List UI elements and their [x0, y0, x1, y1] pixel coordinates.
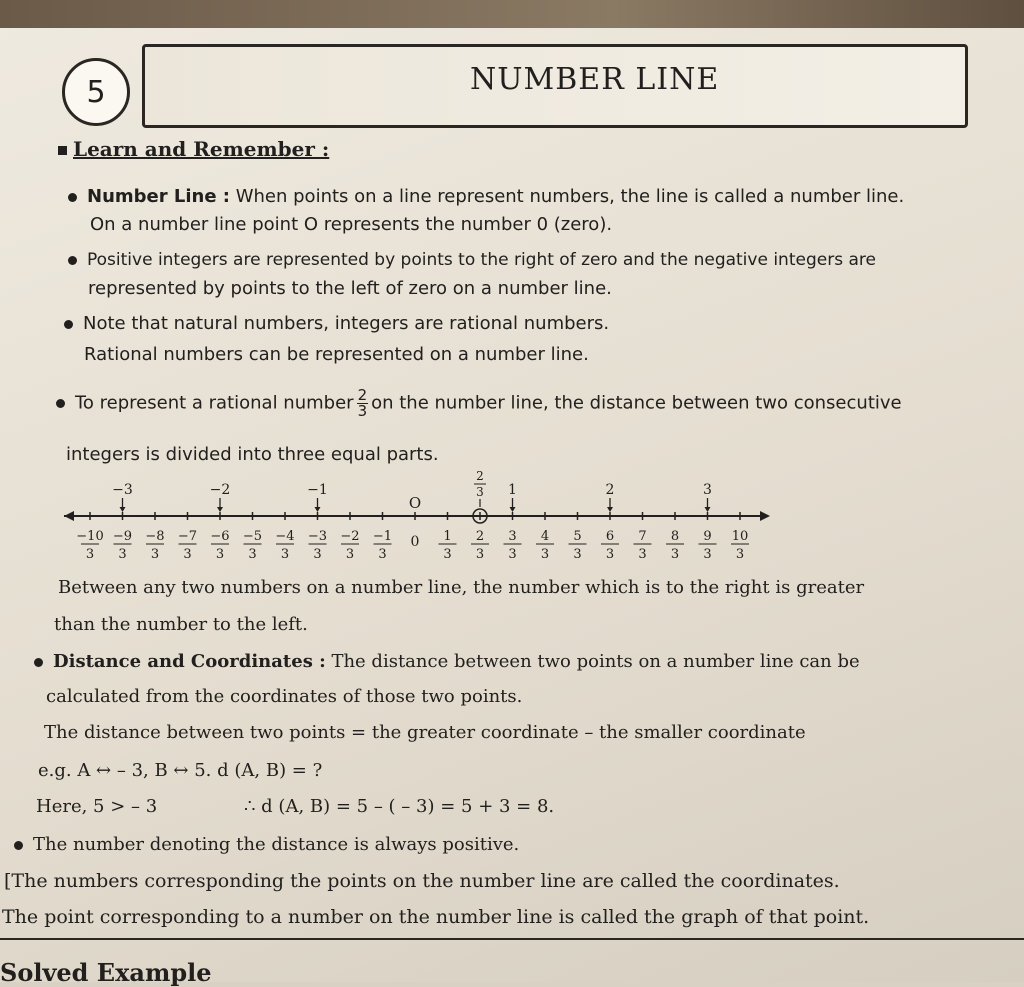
- bullet-icon: [64, 320, 73, 329]
- para-calculated: calculated from the coordinates of those two points.: [46, 686, 523, 707]
- down-arrow-icon: [315, 507, 321, 512]
- section-heading-text: Learn and Remember :: [73, 137, 330, 161]
- fraction-numerator: 8: [670, 529, 680, 544]
- bullet-icon: [56, 399, 65, 408]
- fraction-numerator: 9: [703, 529, 712, 544]
- fraction-denominator: 3: [508, 547, 517, 562]
- para-distance-formula: The distance between two points = the greater coordinate – the smaller coordinate: [44, 722, 806, 743]
- chapter-number-badge: 5: [62, 58, 130, 126]
- fraction-two-thirds: $\frac{2}{3}$: [357, 386, 368, 420]
- fraction-denominator: 3: [215, 547, 225, 562]
- para-therefore: ∴ d (A, B) = 5 – ( – 3) = 5 + 3 = 8.: [244, 796, 555, 817]
- fraction-denominator: 3: [85, 547, 95, 562]
- fraction-denominator: 3: [118, 547, 127, 562]
- para-always-positive: The number denoting the distance is always positive.: [14, 834, 519, 855]
- para-point-o: On a number line point O represents the number 0 (zero).: [90, 214, 613, 235]
- down-arrow-icon: [120, 507, 126, 512]
- fraction-numerator: −6: [210, 529, 230, 544]
- bullet-icon: [68, 193, 77, 202]
- fraction-numerator: −8: [145, 529, 165, 544]
- down-arrow-icon: [510, 507, 516, 512]
- para-rational-numbers: Rational numbers can be represented on a number line.: [84, 344, 589, 365]
- fraction-numerator: 10: [731, 529, 749, 544]
- fraction-numerator: −2: [340, 529, 360, 544]
- fraction-numerator: 4: [540, 529, 550, 544]
- fraction-denominator: 3: [475, 547, 485, 562]
- para-here: Here, 5 > – 3: [36, 796, 158, 817]
- fraction-numerator: −5: [242, 529, 263, 544]
- para-positive-integers: Positive integers are represented by points to the right of zero and the negative integers are: [68, 250, 876, 270]
- fraction-denominator: 3: [670, 547, 680, 562]
- fraction-denominator: 3: [605, 547, 615, 562]
- fraction-numerator: 2: [475, 529, 485, 544]
- para-less-left: than the number to the left.: [54, 614, 308, 635]
- para-natural-numbers: Note that natural numbers, integers are rational numbers.: [64, 313, 609, 334]
- integer-label: −1: [307, 482, 328, 498]
- bullet-icon: [34, 658, 43, 667]
- fraction-denominator: 3: [313, 547, 322, 562]
- fraction-numerator: 6: [605, 529, 615, 544]
- marked-point-denominator: 3: [476, 485, 484, 499]
- fraction-denominator: 3: [378, 547, 387, 562]
- fraction-denominator: 3: [345, 547, 355, 562]
- fraction-denominator: 3: [703, 547, 712, 562]
- para-distance-coordinates: Distance and Coordinates : The distance between two points on a number line can be: [34, 651, 860, 672]
- bullet-icon: [68, 256, 77, 265]
- integer-label: −3: [112, 482, 133, 498]
- fraction-label: 0: [410, 534, 420, 550]
- fraction-denominator: 3: [443, 547, 452, 562]
- fraction-denominator: 3: [183, 547, 192, 562]
- para-greater-right: Between any two numbers on a number line, the number which is to the right is greater: [58, 577, 865, 598]
- fraction-denominator: 3: [280, 547, 290, 562]
- fraction-numerator: 3: [508, 529, 517, 544]
- left-arrow-icon: [64, 511, 74, 521]
- fraction-numerator: 7: [638, 529, 647, 544]
- square-bullet-icon: [58, 146, 67, 155]
- marked-point-numerator: 2: [476, 469, 484, 483]
- fraction-numerator: 1: [443, 529, 452, 544]
- integer-label: 1: [508, 482, 517, 498]
- down-arrow-icon: [217, 507, 223, 512]
- para-number-line-def: Number Line : When points on a line represent numbers, the line is called a number line.: [68, 186, 904, 207]
- fraction-numerator: 5: [573, 529, 582, 544]
- para-three-equal-parts: integers is divided into three equal parts.: [66, 444, 439, 465]
- fraction-denominator: 3: [248, 547, 257, 562]
- bullet-icon: [14, 841, 23, 850]
- page-edge-shadow: [0, 0, 1024, 28]
- integer-label: 3: [703, 482, 712, 498]
- para-graph-def: The point corresponding to a number on the number line is called the graph of that point.: [2, 906, 870, 928]
- section-heading: [58, 137, 329, 161]
- para-represent-rational: To represent a rational number $\frac{2}{3}$ on the number line, the distance between two consecutive: [56, 388, 902, 419]
- fraction-denominator: 3: [150, 547, 160, 562]
- page-divider: [0, 938, 1024, 940]
- fraction-denominator: 3: [573, 547, 582, 562]
- para-negative-integers: represented by points to the left of zero on a number line.: [88, 278, 612, 299]
- fraction-numerator: −1: [372, 529, 393, 544]
- fraction-numerator: −10: [76, 529, 104, 544]
- solved-example-heading: Solved Example: [0, 958, 212, 987]
- integer-label: −2: [209, 482, 231, 498]
- number-line-diagram: [60, 469, 780, 580]
- right-arrow-icon: [760, 511, 770, 521]
- fraction-numerator: −7: [177, 529, 198, 544]
- para-example: e.g. A ↔ – 3, B ↔ 5. d (A, B) = ?: [38, 760, 323, 781]
- origin-label: O: [408, 494, 422, 512]
- fraction-numerator: −9: [112, 529, 133, 544]
- chapter-title: NUMBER LINE: [470, 62, 720, 97]
- fraction-denominator: 3: [638, 547, 647, 562]
- integer-label: 2: [605, 482, 615, 498]
- fraction-numerator: −4: [275, 529, 295, 544]
- fraction-denominator: 3: [540, 547, 550, 562]
- fraction-denominator: 3: [735, 547, 745, 562]
- para-coordinates-def: [The numbers corresponding the points on the number line are called the coordinates.: [4, 870, 840, 892]
- down-arrow-icon: [607, 507, 613, 512]
- fraction-numerator: −3: [307, 529, 328, 544]
- down-arrow-icon: [705, 507, 711, 512]
